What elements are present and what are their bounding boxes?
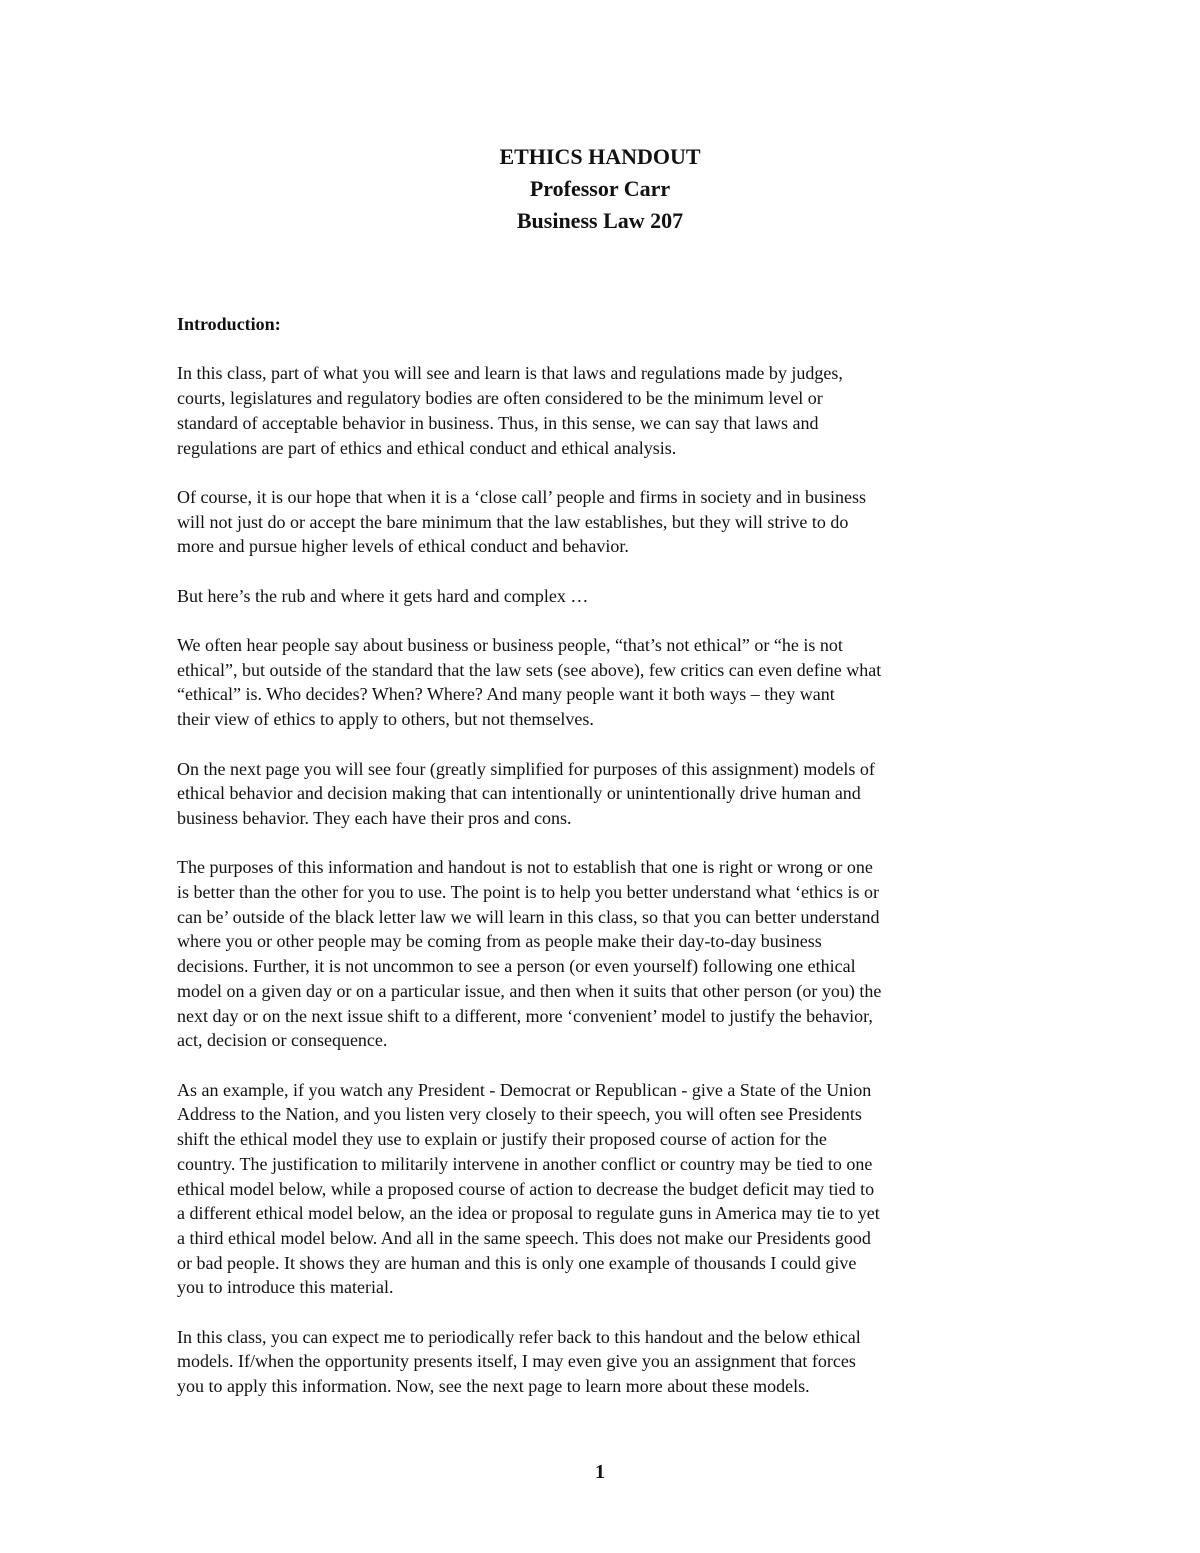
section-heading: Introduction: bbox=[177, 314, 281, 334]
document-title: ETHICS HANDOUT bbox=[499, 144, 701, 169]
text-line: decisions. Further, it is not uncommon to see a person (or even yourself) following one ethical bbox=[177, 956, 856, 977]
text-line: On the next page you will see four (greatly simplified for purposes of this assignment) models of bbox=[177, 758, 875, 779]
text-line: In this class, part of what you will see and learn is that laws and regulations made by judges, bbox=[177, 363, 843, 384]
paragraph bbox=[177, 1078, 1037, 1300]
paragraph bbox=[177, 855, 1037, 1053]
text-line: business behavior. They each have their pros and cons. bbox=[177, 807, 572, 828]
text-line: can be’ outside of the black letter law we will learn in this class, so that you can better understand bbox=[177, 906, 880, 927]
document-body bbox=[177, 312, 1037, 1424]
text-line: But here’s the rub and where it gets hard and complex … bbox=[177, 585, 589, 606]
text-line: Address to the Nation, and you listen very closely to their speech, you will often see Presidents bbox=[177, 1104, 862, 1125]
text-line: their view of ethics to apply to others, but not themselves. bbox=[177, 709, 594, 730]
text-line: regulations are part of ethics and ethical conduct and ethical analysis. bbox=[177, 437, 677, 458]
text-line: shift the ethical model they use to explain or justify their proposed course of action for the bbox=[177, 1129, 827, 1150]
professor-name: Professor Carr bbox=[529, 176, 671, 201]
text-line: courts, legislatures and regulatory bodies are often considered to be the minimum level or bbox=[177, 388, 823, 409]
text-line: ethical model below, while a proposed course of action to decrease the budget deficit may tied to bbox=[177, 1178, 875, 1199]
text-line: next day or on the next issue shift to a different, more ‘convenient’ model to justify the behavior, bbox=[177, 1005, 873, 1026]
text-line: a third ethical model below. And all in the same speech. This does not make our Presidents good bbox=[177, 1227, 871, 1248]
text-line: act, decision or consequence. bbox=[177, 1030, 388, 1051]
paragraph bbox=[177, 584, 1037, 609]
text-line: you to apply this information. Now, see the next page to learn more about these models. bbox=[177, 1376, 810, 1397]
text-line: Of course, it is our hope that when it is a ‘close call’ people and firms in society and in business bbox=[177, 486, 867, 507]
text-line: standard of acceptable behavior in business. Thus, in this sense, we can say that laws and bbox=[177, 412, 819, 433]
text-line: “ethical” is. Who decides? When? Where? And many people want it both ways – they want bbox=[177, 684, 835, 705]
paragraph bbox=[177, 485, 1037, 559]
paragraph bbox=[177, 633, 1037, 732]
paragraph bbox=[177, 757, 1037, 831]
text-line: The purposes of this information and handout is not to establish that one is right or wrong or one bbox=[177, 857, 873, 878]
text-line: In this class, you can expect me to periodically refer back to this handout and the below ethical bbox=[177, 1326, 861, 1347]
text-line: more and pursue higher levels of ethical conduct and behavior. bbox=[177, 536, 629, 557]
course-name: Business Law 207 bbox=[516, 208, 684, 233]
text-line: ethical behavior and decision making that can intentionally or unintentionally drive human and bbox=[177, 783, 861, 804]
text-line: a different ethical model below, an the idea or proposal to regulate guns in America may tie to yet bbox=[177, 1203, 880, 1224]
text-line: will not just do or accept the bare minimum that the law establishes, but they will strive to do bbox=[177, 511, 849, 532]
text-line: you to introduce this material. bbox=[177, 1277, 394, 1298]
paragraph bbox=[177, 361, 1037, 460]
text-line: models. If/when the opportunity presents itself, I may even give you an assignment that forces bbox=[177, 1351, 856, 1372]
text-line: country. The justification to militarily intervene in another conflict or country may be tied to one bbox=[177, 1153, 873, 1174]
page-number: 1 bbox=[595, 1461, 605, 1483]
text-line: ethical”, but outside of the standard that the law sets (see above), few critics can even define what bbox=[177, 659, 882, 680]
text-line: is better than the other for you to use. The point is to help you better understand what ‘ethics is or bbox=[177, 882, 880, 903]
text-line: We often hear people say about business or business people, “that’s not ethical” or “he is not bbox=[177, 635, 843, 656]
text-line: or bad people. It shows they are human and this is only one example of thousands I could give bbox=[177, 1252, 857, 1273]
document-title-block bbox=[0, 141, 1200, 237]
text-line: model on a given day or on a particular issue, and then when it suits that other person (or you) the bbox=[177, 980, 882, 1001]
text-line: where you or other people may be coming from as people make their day-to-day business bbox=[177, 931, 822, 952]
paragraph bbox=[177, 1325, 1037, 1399]
text-line: As an example, if you watch any President - Democrat or Republican - give a State of the Union bbox=[177, 1079, 872, 1100]
